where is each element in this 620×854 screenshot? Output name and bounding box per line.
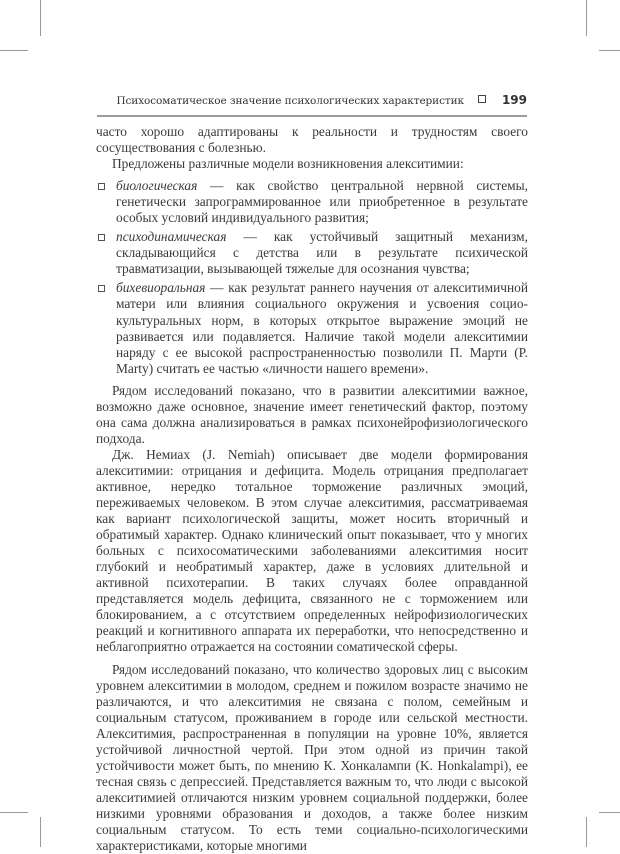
models-intro: Предложены различные модели возникновения алекситимии: bbox=[96, 156, 528, 172]
paragraph: Рядом исследований показано, что количество здоровых лиц с высоким уровнем алекситимии в молодом, среднем и пожилом возрасте значимо не различаются, и что алекситимия не связана с полом, семейным и социальным статусом, проживанием в городе или сельской местности. Алекситимия, распространенная в популяции на уровне 10%, является устойчивой личностной чертой. При этом одной из причин такой устойчивости может быть, по мнению К. Хонкалампи (K. Honkalampi), ее тесная связь с депрессией. Представляется важным то, что люди с высокой алекситимией отличаются низким уровнем социальной поддержки, более низкими уровнями образования и доходов, а также более низким социальным статусом. То есть теми социально-психологическими характеристиками, которые многими bbox=[96, 662, 528, 854]
models-list bbox=[96, 178, 528, 377]
model-term: биологическая bbox=[116, 178, 197, 193]
paragraph: Дж. Немиах (J. Nemiah) описывает две модели формирования алекситимии: отрицания и дефицита. Модель отрицания предполагает активное, нередко тотальное торможение различных эмоций, переживаемых человеком. В этом случае алекситимия, рассматриваемая как вариант психологической защиты, может носить вторичный и обратимый характер. Однако клинический опыт показывает, что у многих больных с психосоматическими заболеваниями алекситимия носит глубокий и необратимый характер, даже в условиях длительной и активной психотерапии. В таких случаях более оправданной представляется модель дефицита, связанного не с торможением или блокированием, а с отсутствием определенных нейрофизиологических реакций и когнитивного аппарата их переработки, что непосредственно и неблагоприятно отражается на состоянии соматической сферы. bbox=[96, 447, 528, 656]
running-title: Психосоматическое значение психологических характеристик bbox=[116, 95, 463, 107]
page-number: 199 bbox=[502, 93, 527, 107]
paragraph: Рядом исследований показано, что в развитии алекситимии важное, возможно даже основное, значение имеет генетический фактор, поэтому она сама должна анализироваться в рамках психонейрофизиологического подхода. bbox=[96, 383, 528, 447]
crop-mark-bottom-left-horizontal bbox=[0, 812, 28, 813]
model-term: бихевиоральная bbox=[116, 280, 205, 295]
crop-mark-bottom-right-vertical bbox=[586, 817, 587, 847]
list-item bbox=[96, 280, 528, 376]
crop-mark-bottom-right-horizontal bbox=[599, 812, 620, 813]
crop-mark-top-right-vertical bbox=[586, 0, 587, 36]
model-term: психодинамическая bbox=[116, 229, 226, 244]
crop-mark-top-left-horizontal bbox=[0, 50, 28, 51]
page-body bbox=[96, 124, 528, 854]
hollow-square-icon bbox=[478, 95, 486, 103]
list-item bbox=[96, 178, 528, 226]
hollow-square-icon bbox=[98, 285, 105, 292]
model-description: — как результат раннего научения от алекситимичной матери или влияния социального окружения и усвоения социо-культуральных норм, в которых открытое выражение эмоций не развивается или подавляется. Наличие такой модели алекситимии наряду с ее высокой распространенностью позволили П. Марти (P. Marty) считать ее частью «личности нашего времени». bbox=[116, 280, 528, 375]
crop-mark-bottom-left-vertical bbox=[40, 817, 41, 847]
model-description: — как устойчивый защитный механизм, складывающийся с детства или в результате психической травматизации, вызывающей тяжелые для осознания чувства; bbox=[116, 229, 528, 276]
crop-mark-top-right-horizontal bbox=[599, 50, 620, 51]
model-description: — как свойство центральной нервной системы, генетически запрограммированное или приобретенное в результате особых условий индивидуального развития; bbox=[116, 178, 528, 225]
paragraph-continuation: часто хорошо адаптированы к реальности и трудностям своего сосуществования с болезнью. bbox=[96, 124, 528, 156]
header-rule bbox=[97, 115, 527, 117]
hollow-square-icon bbox=[98, 234, 105, 241]
list-item bbox=[96, 229, 528, 277]
crop-mark-top-left-vertical bbox=[40, 0, 41, 36]
running-header bbox=[97, 93, 527, 113]
hollow-square-icon bbox=[98, 183, 105, 190]
